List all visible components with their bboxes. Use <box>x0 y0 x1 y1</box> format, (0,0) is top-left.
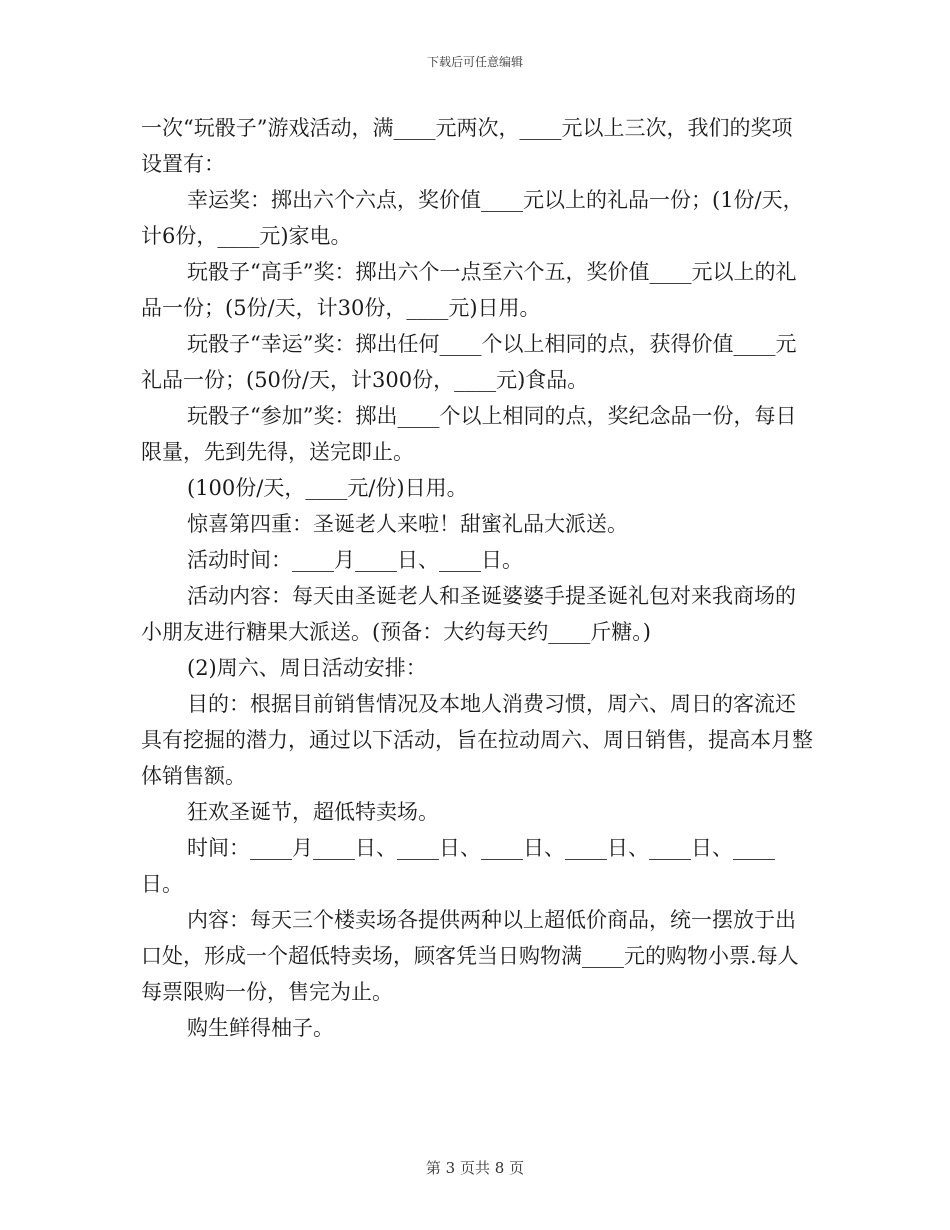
paragraph: 狂欢圣诞节，超低特卖场。 <box>187 800 439 824</box>
page-header: 下载后可任意编辑 <box>426 55 523 69</box>
paragraph: (100份/天，____元/份)日用。 <box>187 476 468 500</box>
paragraph: 玩骰子“参加”奖：掷出____个以上相同的点，奖纪念品一份，每日限量，先到先得，送完即止。 <box>141 404 797 464</box>
document-body <box>141 110 813 1046</box>
paragraph: 购生鲜得柚子。 <box>187 1016 334 1040</box>
paragraph: 玩骰子“高手”奖：掷出六个一点至六个五，奖价值____元以上的礼品一份；(5份/天，计30份，____元)日用。 <box>141 260 797 320</box>
paragraph: 目的：根据目前销售情况及本地人消费习惯，周六、周日的客流还具有挖掘的潜力，通过以下活动，旨在拉动周六、周日销售，提高本月整体销售额。 <box>141 692 813 788</box>
paragraph: 惊喜第四重：圣诞老人来啦！甜蜜礼品大派送。 <box>187 512 628 536</box>
paragraph: 幸运奖：掷出六个六点，奖价值____元以上的礼品一份；(1份/天，计6份，____元)家电。 <box>141 188 804 248</box>
page-footer: 第 3 页共 8 页 <box>425 1159 525 1177</box>
paragraph: 活动内容：每天由圣诞老人和圣诞婆婆手提圣诞礼包对来我商场的小朋友进行糖果大派送。(预备：大约每天约____斤糖。) <box>141 584 796 644</box>
paragraph: 一次“玩骰子”游戏活动，满____元两次，____元以上三次，我们的奖项设置有： <box>141 116 793 176</box>
paragraph: 内容：每天三个楼卖场各提供两种以上超低价商品，统一摆放于出口处，形成一个超低特卖场，顾客凭当日购物满____元的购物小票.每人每票限购一份，售完为止。 <box>141 908 799 1004</box>
paragraph: 玩骰子“幸运”奖：掷出任何____个以上相同的点，获得价值____元礼品一份；(50份/天，计300份，____元)食品。 <box>141 332 797 392</box>
paragraph: (2)周六、周日活动安排： <box>187 656 427 680</box>
paragraph: 时间：____月____日、____日、____日、____日、____日、____日。 <box>141 836 775 896</box>
paragraph: 活动时间：____月____日、____日。 <box>187 548 523 572</box>
